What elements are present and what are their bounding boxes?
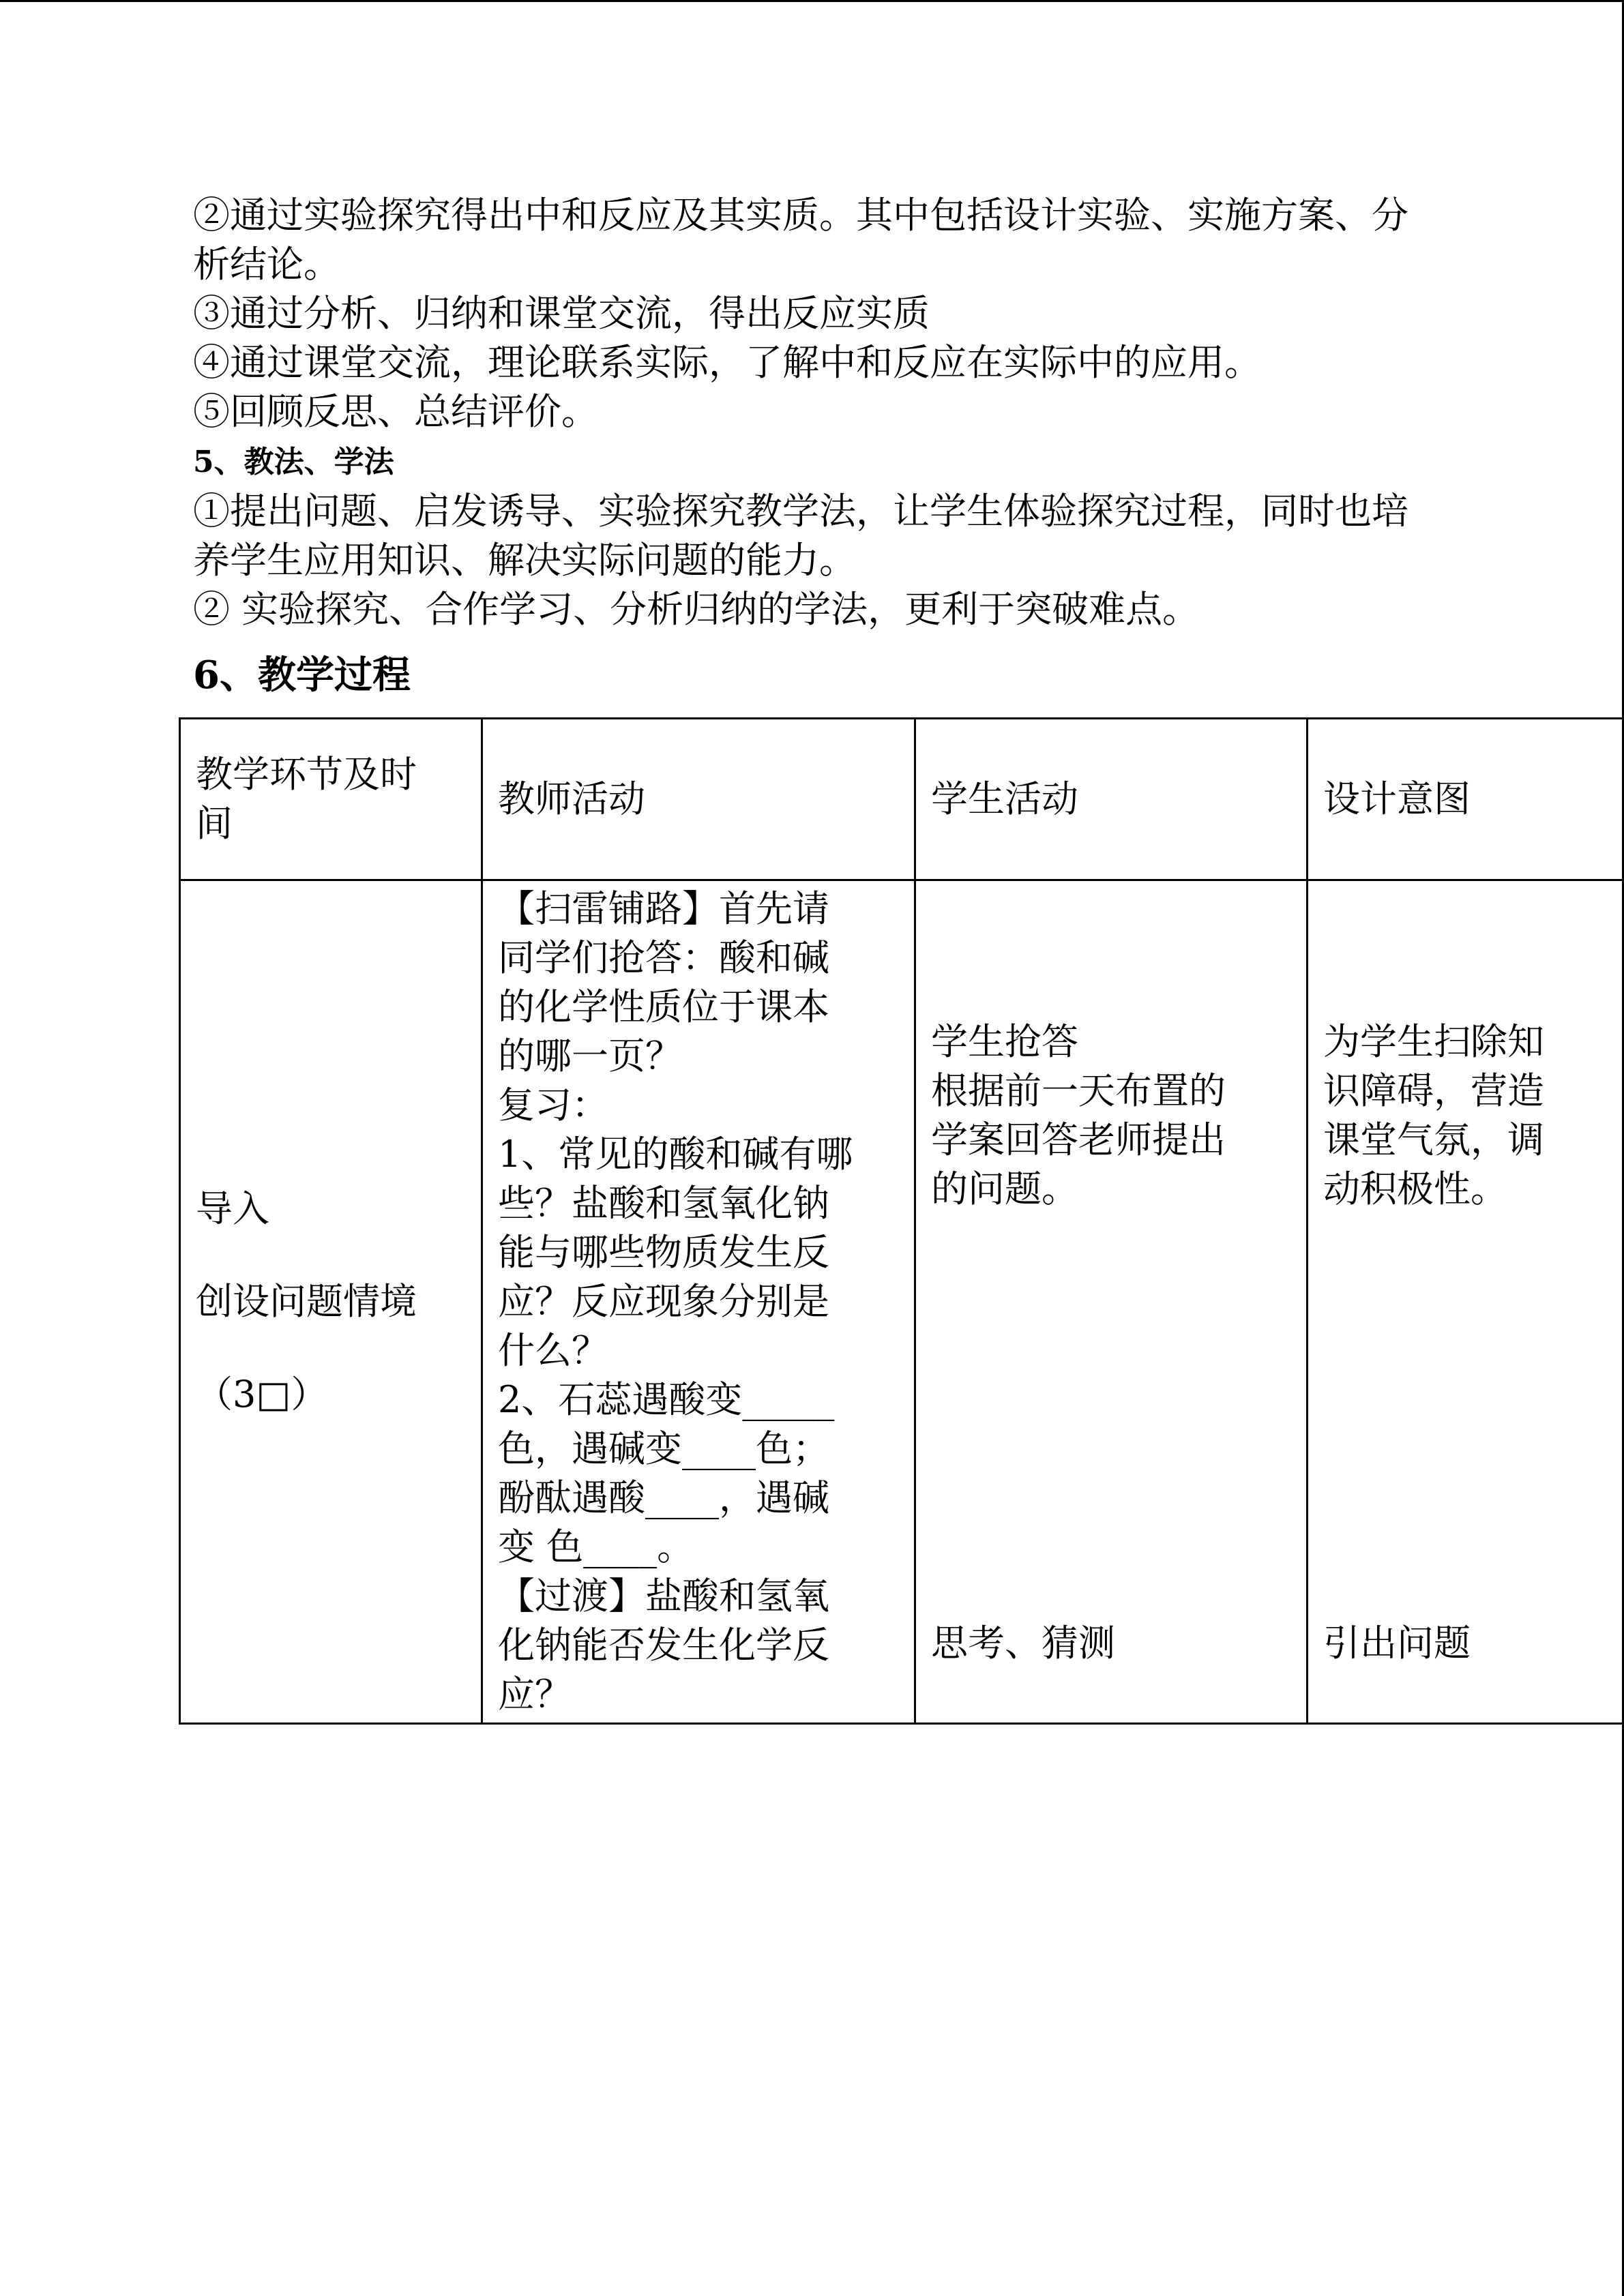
section-5-item-1-line-1: ①提出问题、启发诱导、实验探究教学法，让学生体验探究过程，同时也培 — [193, 490, 1408, 533]
teacher-line: 复习： — [498, 1084, 608, 1127]
intent-bottom-line: 引出问题 — [1323, 1622, 1471, 1665]
intro-section — [193, 191, 1462, 634]
intro-item-2-line-2: 析结论。 — [193, 243, 340, 286]
stage-line-2: 创设问题情境 — [196, 1280, 417, 1323]
teacher-line: 酚酞遇酸____，遇碱 — [498, 1476, 829, 1519]
table-row — [180, 880, 1624, 1724]
header-stage-time-line-1: 教学环节及时 — [196, 753, 417, 796]
stage-line-1: 导入 — [196, 1187, 269, 1230]
student-line: 根据前一天布置的 — [931, 1069, 1226, 1112]
intent-line: 识障碍，营造 — [1323, 1069, 1544, 1112]
teacher-line: 2、石蕊遇酸变_____ — [498, 1378, 835, 1421]
cell-stage — [180, 880, 482, 1724]
section-6-heading: 6、教学过程 — [193, 653, 411, 698]
teacher-line: 【过渡】盐酸和氢氧 — [498, 1575, 829, 1617]
student-line: 的问题。 — [931, 1167, 1078, 1210]
student-line: 学生抢答 — [931, 1020, 1078, 1063]
teacher-line: 1、常见的酸和碱有哪 — [498, 1133, 853, 1176]
teacher-line: 的哪一页？ — [498, 1034, 682, 1077]
header-design-intent: 设计意图 — [1308, 719, 1624, 880]
teacher-line: 能与哪些物质发生反 — [498, 1231, 829, 1274]
student-line: 学案回答老师提出 — [931, 1118, 1226, 1161]
header-teacher-activity: 教师活动 — [482, 719, 915, 880]
header-student-activity: 学生活动 — [915, 719, 1308, 880]
section-5-item-1-line-2: 养学生应用知识、解决实际问题的能力。 — [193, 539, 856, 582]
student-bottom-line: 思考、猜测 — [931, 1622, 1115, 1665]
teacher-line: 变 色____。 — [498, 1525, 694, 1568]
intro-item-5: ⑤回顾反思、总结评价。 — [193, 390, 598, 433]
teacher-line: 的化学性质位于课本 — [498, 985, 829, 1028]
intent-line: 动积极性。 — [1323, 1167, 1507, 1210]
teacher-line: 些？盐酸和氢氧化钠 — [498, 1182, 829, 1225]
teacher-line: 化钠能否发生化学反 — [498, 1624, 829, 1667]
page-border-top — [0, 0, 1624, 2]
cell-design-intent — [1308, 880, 1624, 1724]
header-stage-time — [180, 719, 482, 880]
cell-student-activity — [915, 880, 1308, 1724]
intro-item-2-line-1: ②通过实验探究得出中和反应及其实质。其中包括设计实验、实施方案、分 — [193, 194, 1408, 237]
stage-line-3: （3□） — [196, 1373, 328, 1416]
cell-teacher-activity — [482, 880, 915, 1724]
intro-item-3: ③通过分析、归纳和课堂交流，得出反应实质 — [193, 292, 930, 335]
teacher-line: 【扫雷铺路】首先请 — [498, 887, 829, 930]
teacher-line: 色，遇碱变____色； — [498, 1427, 829, 1470]
teacher-line: 什么？ — [498, 1329, 608, 1372]
intent-line: 为学生扫除知 — [1323, 1020, 1544, 1063]
teaching-process-table — [179, 717, 1624, 1725]
header-stage-time-line-2: 间 — [196, 802, 233, 845]
teacher-line: 应？ — [498, 1673, 572, 1716]
intro-item-4: ④通过课堂交流，理论联系实际，了解中和反应在实际中的应用。 — [193, 341, 1261, 384]
section-5-item-2: ② 实验探究、合作学习、分析归纳的学法，更利于突破难点。 — [193, 588, 1200, 631]
intent-line: 课堂气氛，调 — [1323, 1118, 1544, 1161]
teacher-line: 应？反应现象分别是 — [498, 1280, 829, 1323]
table-header-row — [180, 719, 1624, 880]
section-5-heading: 5、教法、学法 — [193, 445, 394, 479]
teacher-line: 同学们抢答：酸和碱 — [498, 936, 829, 979]
